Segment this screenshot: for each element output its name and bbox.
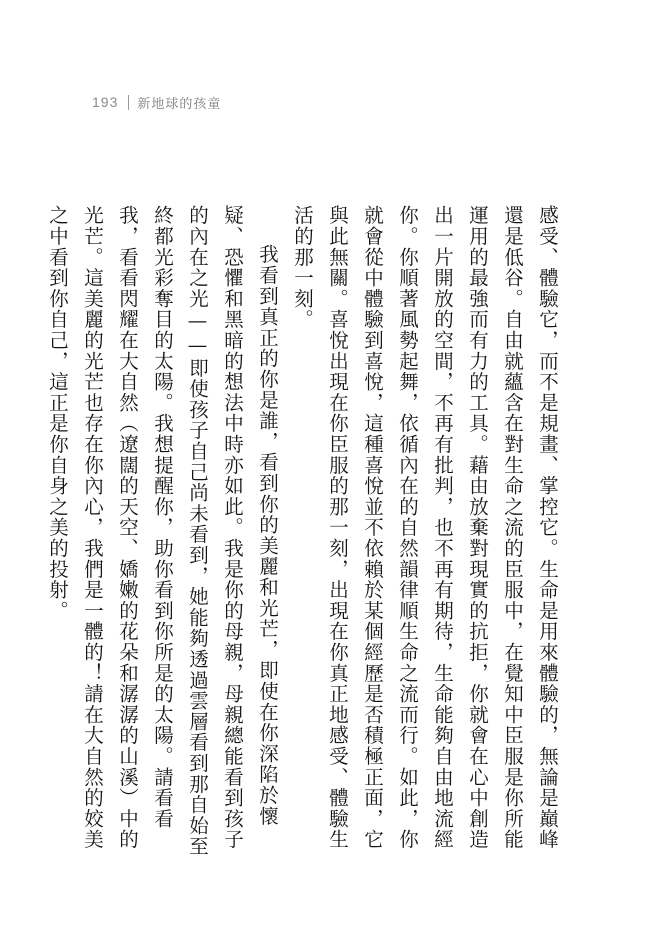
running-head [92,92,221,112]
paragraph-3 [0,205,5,865]
vertical-body-text [0,205,565,865]
book-title: 新地球的孩童 [137,96,222,112]
paragraph-2: 我看到真正的你是誰，看到你的美麗和光芒，即使在你深陷於懷疑、恐懼和黑暗的想法中時亦如此。我是你的母親，母親總能看到孩子的內在之光——即使孩子自己尚未看到，她能夠透過雲層看到那自始至終都光彩奪目的太陽。我想提醒你，助你看到你所是的太陽。請看看我，看看閃耀在大自然（遼闊的天空、嬌嫩的花朵和潺潺的山溪）中的光芒。這美麗的光芒也存在你內心，我們是一體的！請在大自然的姣美之中看到你自己，這正是你自身之美的投射。 [46,205,279,857]
page-number: 193 [92,94,119,110]
paragraph-1: 感受、體驗它，而不是規畫、掌控它。生命是用來體驗的，無論是巔峰還是低谷。自由就蘊含在對生命之流的臣服中，在覺知中臣服是你所能運用的最強而有力的工具。藉由放棄對現實的抗拒，你就會在心中創造出一片開放的空間，不再有批判，也不再有期待，生命能夠自由地流經你。你順著風勢起舞，依循內在的自然韻律順生命之流而行。如此，你就會從中體驗到喜悅，這種喜悅並不依賴於某個經歷是否積極正面，它與此無關。喜悅出現在你臣服的那一刻，出現在你真正地感受、體驗生活的那一刻。 [291,205,559,850]
header-divider [128,95,129,110]
